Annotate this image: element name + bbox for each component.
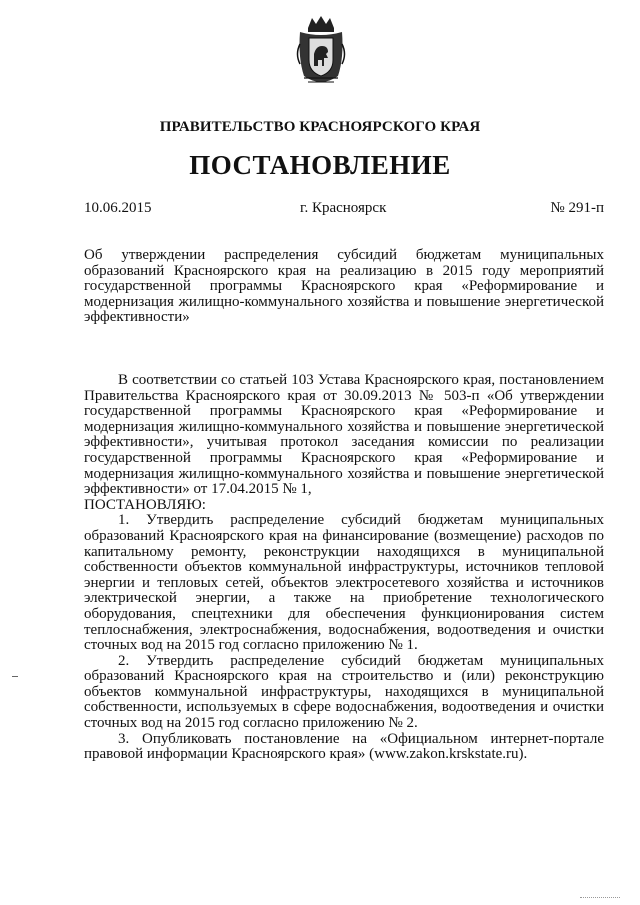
decree-word: ПОСТАНОВЛЯЮ:	[84, 496, 206, 513]
coat-of-arms-icon	[294, 14, 348, 88]
item-paragraph-3: 3. Опубликовать постановление на «Официальном интернет-портале правовой информации Красноярского края» (www.zakon.krskstate.ru).	[84, 730, 604, 763]
organization-name: ПРАВИТЕЛЬСТВО КРАСНОЯРСКОГО КРАЯ	[159, 119, 481, 135]
document-type: ПОСТАНОВЛЕНИЕ	[189, 150, 451, 180]
document-date: 10.06.2015	[84, 200, 152, 216]
item-paragraph-1: 1. Утвердить распределение субсидий бюджетам муниципальных образований Красноярского края на финансирование (возмещение) расходов по капитальному ремонту, реконструкции находящихся в муниципальной собственности объектов коммунальной инфраструктуры, источников тепловой энергии и тепловых сетей, объектов электросетевого хозяйства и источников электрической энергии, а также на приобретение технологического оборудования, спецтехники для обеспечения функционирования систем теплоснабжения, электроснабжения, водоснабжения, водоотведения и очистки сточных вод на 2015 год согласно приложению № 1.	[84, 512, 604, 654]
item-paragraph-2: 2. Утвердить распределение субсидий бюджетам муниципальных образований Красноярского края на строительство и (или) реконструкцию объектов коммунальной инфраструктуры, находящихся в муниципальной собственности, используемых в сфере водоснабжения, водоотведения и очистки сточных вод на 2015 год согласно приложению № 2.	[84, 652, 604, 732]
scan-margin-mark	[12, 676, 18, 677]
document-city: г. Красноярск	[300, 200, 387, 216]
scan-footer-mark	[580, 897, 620, 899]
document-title: Об утверждении распределения субсидий бюджетам муниципальных образований Красноярского края на реализацию в 2015 году мероприятий государственной программы Красноярского края «Реформирование и модернизация жилищно-коммунального хозяйства и повышение энергетической эффективности»	[84, 247, 604, 326]
coat-of-arms-graphic	[294, 14, 348, 88]
preamble-paragraph: В соответствии со статьей 103 Устава Красноярского края, постановлением Правительства Красноярского края от 30.09.2013 № 503-п «Об утверждении государственной программы Красноярского края «Реформирование и модернизация жилищно-коммунального хозяйства и повышение энергетической эффективности», учитывая протокол заседания комиссии по реализации государственной программы Красноярского края «Реформирование и модернизация жилищно-коммунального хозяйства и повышение энергетической эффективности» от 17.04.2015 № 1,	[84, 372, 604, 498]
document-body	[84, 373, 604, 763]
document-number: № 291-п	[550, 200, 604, 216]
